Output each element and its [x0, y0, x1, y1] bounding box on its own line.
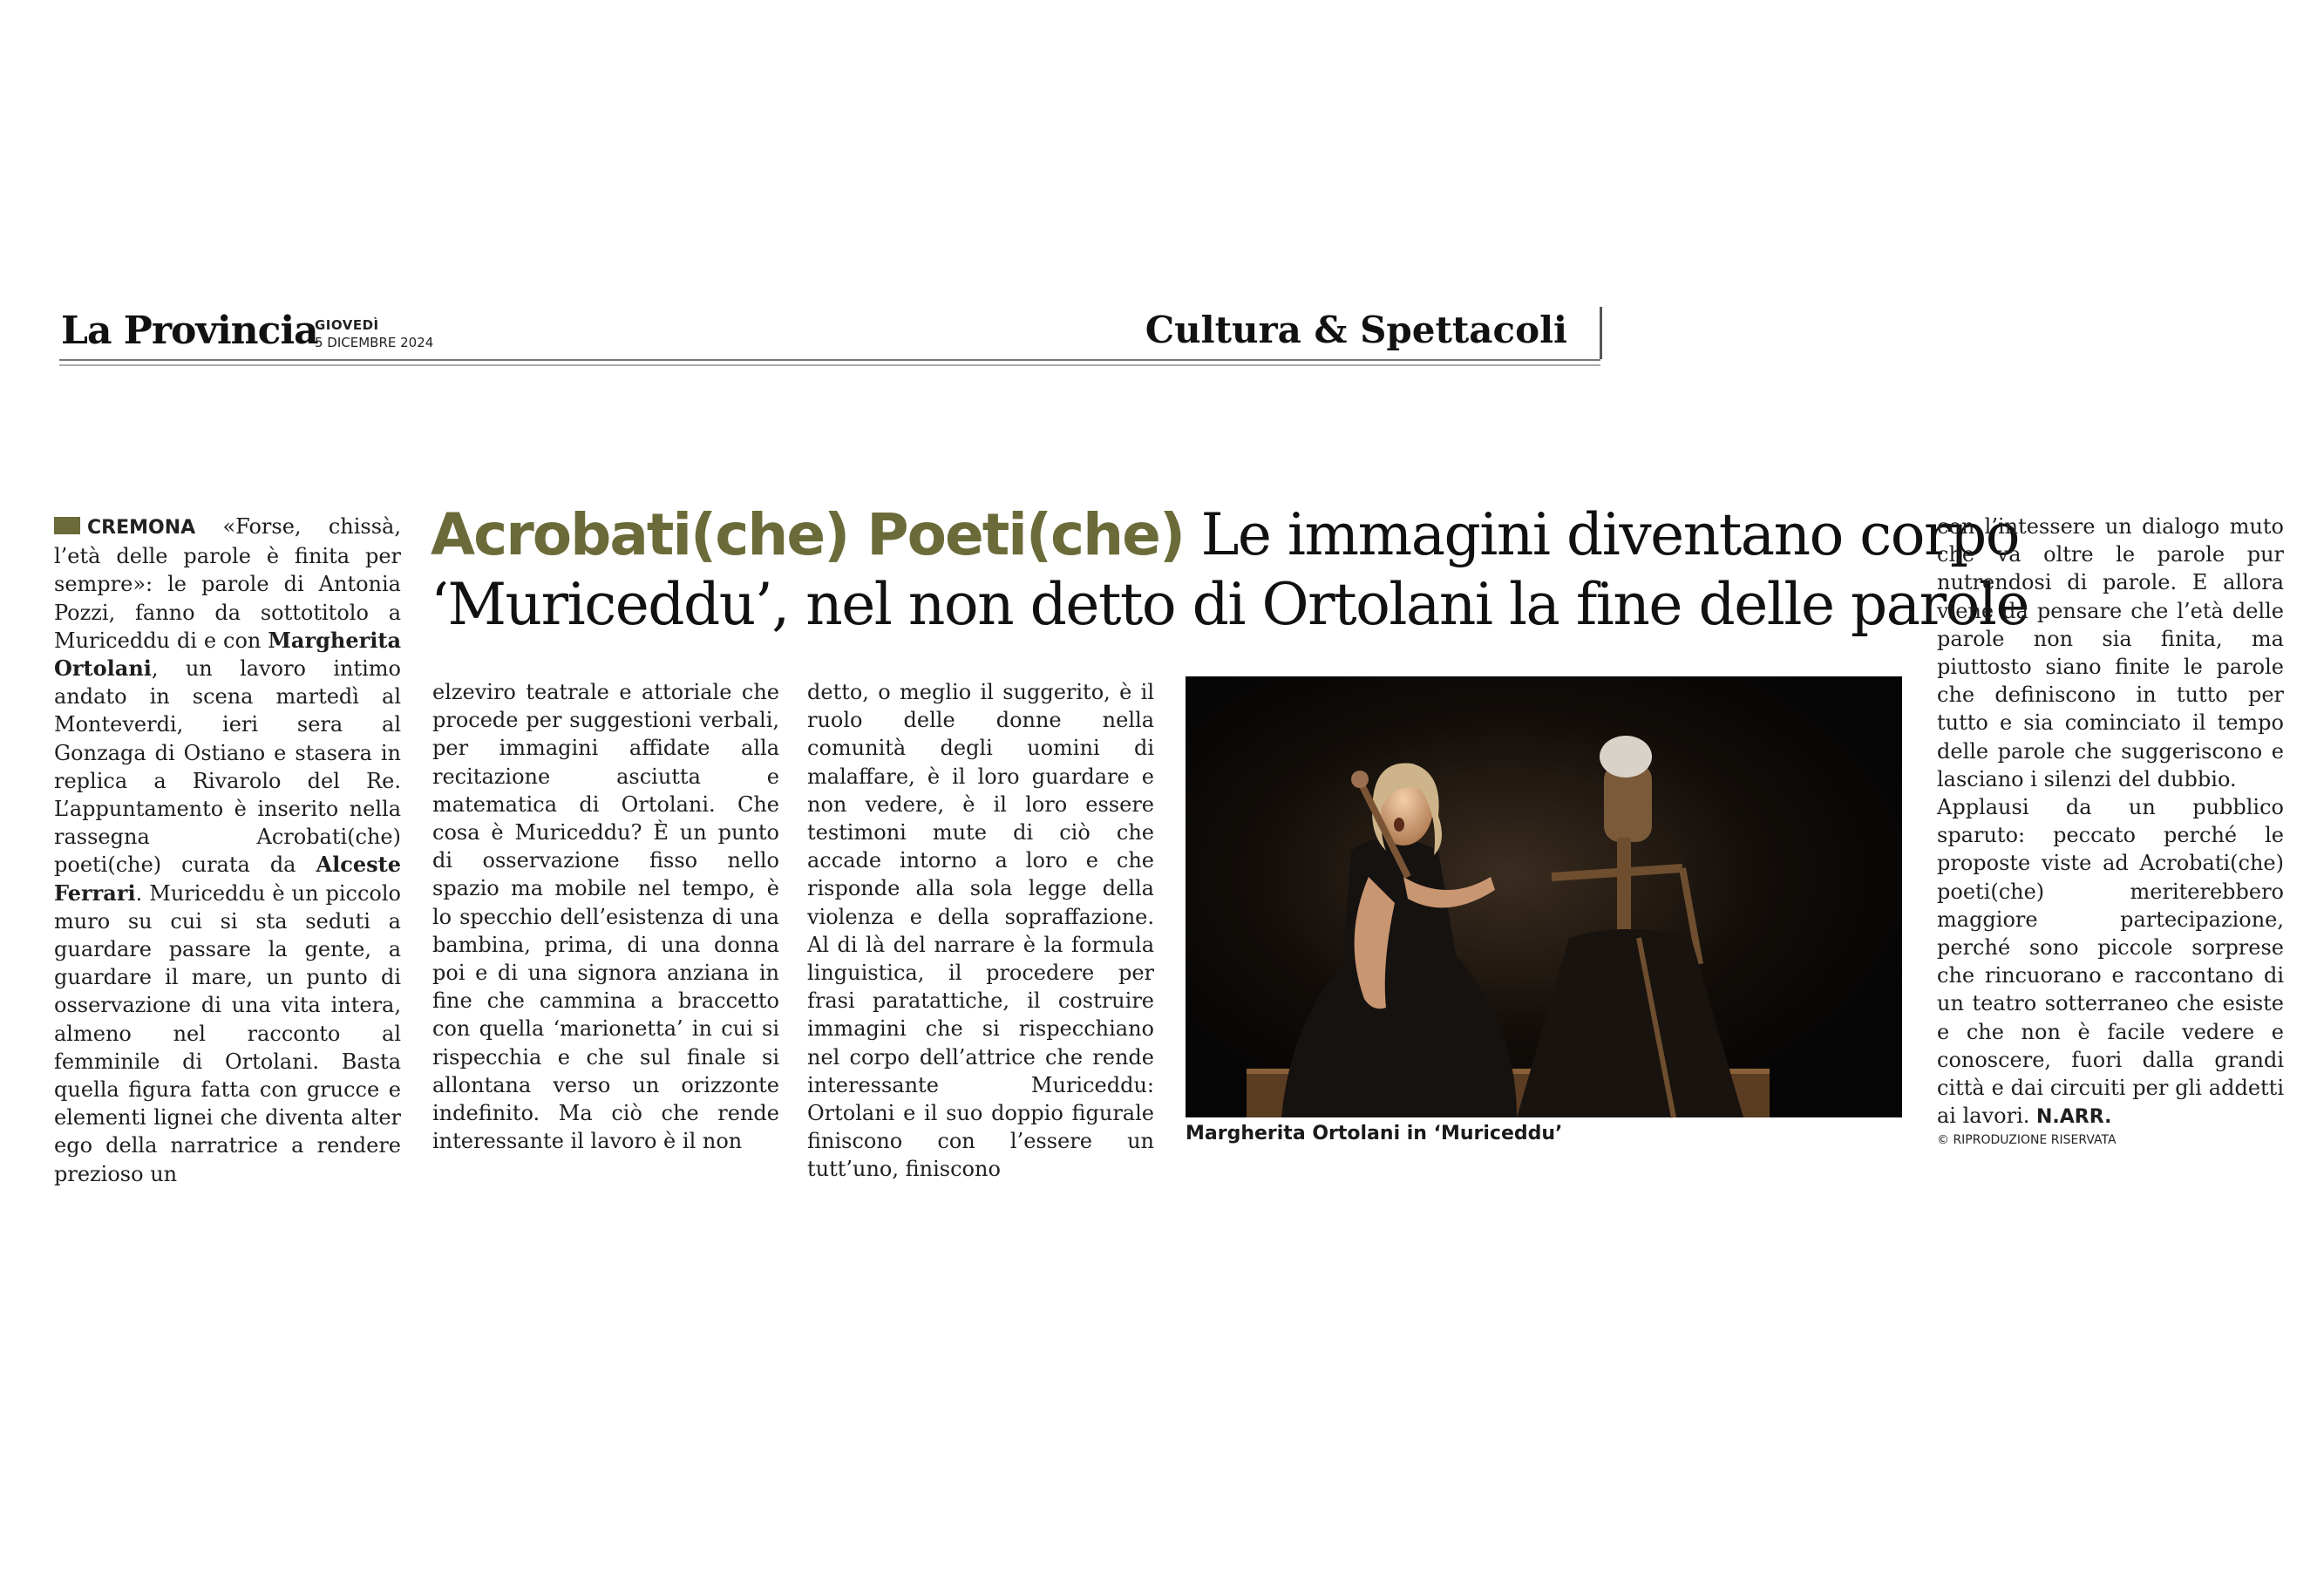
body-text: con l’intessere un dialogo muto che va oltre le parole pur nutrendosi di parole. E allora viene da pensare che l’età delle parole non sia finita, ma piuttosto siano finite le parole che definiscono in tutto per tutto e sia cominciato il tempo delle parole che suggeriscono e lasciano i silenzi del dubbio. — [1937, 514, 2284, 791]
masthead-rule — [59, 364, 1600, 366]
masthead — [59, 307, 1602, 370]
issue-date: 5 DICEMBRE 2024 — [315, 335, 434, 350]
headline-line-2: ‘Muriceddu’, nel non detto di Ortolani la fine delle parole — [431, 571, 2029, 638]
author-signature: N.ARR. — [2036, 1106, 2112, 1129]
body-text: Applausi da un pubblico sparuto: peccato perché le proposte viste ad Acrobati(che) poeti(che) meriterebbero maggiore partecipazione, perché sono piccole sorprese che rincuorano e raccontano di un teatro sotterraneo che esiste e che non è facile vedere e conoscere, fuori dalla grandi città e dai circuiti per gli addetti ai lavori. — [1937, 795, 2284, 1129]
person-name: Alceste Ferrari — [54, 852, 401, 906]
person-name: Margherita Ortolani — [54, 627, 401, 682]
article-photo — [1186, 676, 1902, 1117]
headline-text: Le immagini diventano corpo — [1200, 501, 2020, 568]
stage-photo-illustration — [1186, 676, 1902, 1117]
masthead-rule — [59, 359, 1600, 361]
body-text: , un lavoro intimo andato in scena martedì al Monteverdi, ieri sera al Gonzaga di Ostiano e stasera in replica a Rivarolo del Re. L’appuntamento è inserito nella rassegna Acrobati(che) poeti(che) curata da — [54, 656, 401, 878]
newspaper-name: La Provincia — [61, 309, 318, 353]
issue-day: GIOVEDÌ — [315, 317, 379, 333]
article-column-3: detto, o meglio il suggerito, è il ruolo delle donne nella comunità degli uomini di malaffare, è il loro guardare e non vedere, è il loro essere testimoni mute di ciò che accade intorno a loro e che risponde alla sola legge della violenza e della sopraffazione. Al di là del narrare è la formula linguistica, il procedere per frasi paratattiche, il costruire immagini che si rispecchiano nel corpo dell’attrice che rende interessante Muriceddu: Ortolani e il suo doppio figurale finiscono con l’essere un tutt’uno, finiscono — [807, 680, 1154, 1182]
copyright-notice: © RIPRODUZIONE RISERVATA — [1937, 1133, 2117, 1147]
dateline-marker — [54, 517, 80, 534]
article-column-1 — [54, 513, 401, 1186]
headline-kicker: Acrobati(che) Poeti(che) — [431, 501, 1185, 568]
article-column-2: elzeviro teatrale e attoriale che procede per suggestioni verbali, per immagini affidate alla recitazione asciutta e matematica di Ortolani. Che cosa è Muriceddu? È un punto di osservazione fisso nello spazio ma mobile nel tempo, è lo specchio dell’esistenza di una bambina, prima, di una donna poi e di una signora anziana in fine che cammina a braccetto con quella ‘marionetta’ in cui si rispecchia e che sul finale si allontana verso un orizzonte indefinito. Ma ciò che rende interessante il lavoro è il non — [432, 680, 779, 1154]
dateline: CREMONA — [87, 517, 196, 539]
headline-line-1 — [431, 500, 2020, 570]
section-title: Cultura & Spettacoli — [1145, 309, 1567, 351]
article-column-4 — [1937, 513, 2284, 1158]
article-headline — [431, 500, 2029, 640]
photo-caption: Margherita Ortolani in ‘Muriceddu’ — [1186, 1123, 1563, 1144]
body-text: . Muriceddu è un piccolo muro su cui si sta seduti a guardare passare la gente, a guardare il mare, un punto di osservazione di una vita intera, almeno nel racconto al femminile di Ortolani. Basta quella figura fatta con grucce e elementi lignei che diventa alter ego della narratrice a rendere prezioso un — [54, 880, 401, 1186]
body-text: «Forse, chissà, l’età delle parole è finita per sempre»: le parole di Antonia Pozzi, fanno da sottotitolo a Muriceddu di e con — [54, 514, 401, 653]
section-divider — [1600, 307, 1602, 359]
